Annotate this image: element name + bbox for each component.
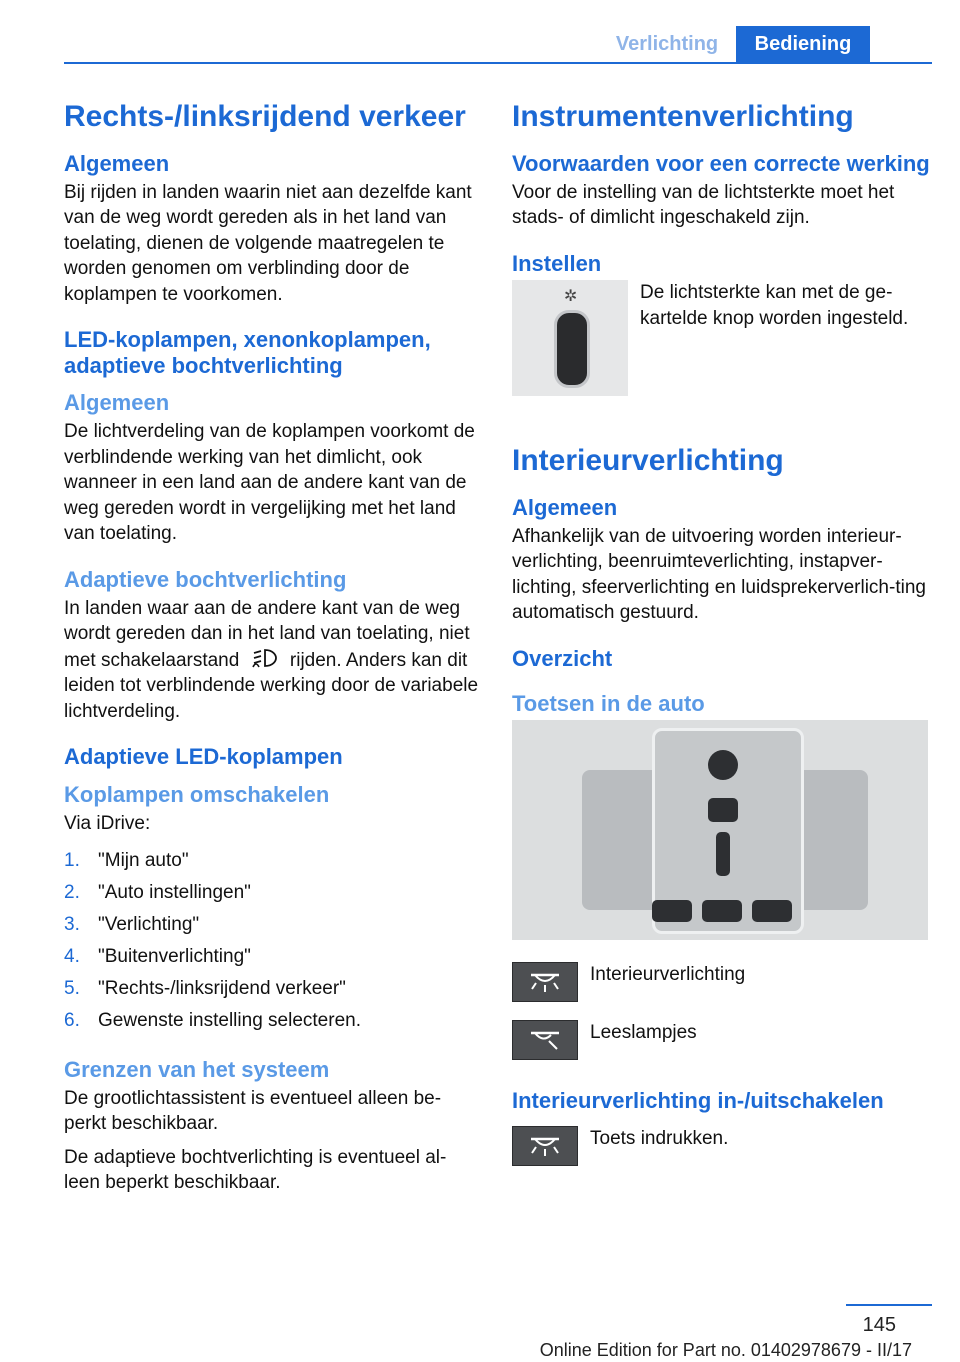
interior-lighting-title: Interieurverlichting <box>512 444 784 478</box>
interior-general-text: Afhankelijk van de uitvoering worden interieur-verlichting, beenruimteverlichting, instapver-lichting, sfeerverlichting en luidsprekerverlich-ting automatisch gestuurd. <box>512 525 926 624</box>
left-column <box>64 100 482 1216</box>
header-rule <box>64 62 932 64</box>
led-general-heading: Algemeen <box>64 389 170 415</box>
list-item: 6. Gewenste instelling selecteren. <box>64 1009 361 1031</box>
adaptive-text-before: In landen waar aan de andere kant van de weg wordt gereden dan in het land van toelating, niet met schakelaarstand <box>64 597 470 671</box>
header-section-tab: Verlichting <box>615 33 719 55</box>
roof-console-image <box>512 720 928 940</box>
console-bottom-button-3 <box>752 900 792 922</box>
list-item: 5. "Rechts-/linksrijdend verkeer" <box>64 977 346 999</box>
traffic-side-title: Rechts-/linksrijdend verkeer <box>64 100 466 133</box>
adaptive-led-heading: Adaptieve LED-koplampen <box>64 744 343 770</box>
page-number: 145 <box>862 1314 896 1336</box>
adaptive-text-after: rijden. Anders kan dit leiden tot verblindende werking door de variabele lichtverdeling. <box>64 649 479 722</box>
interior-general-heading: Algemeen <box>512 494 618 520</box>
buttons-heading: Toetsen in de auto <box>512 691 705 717</box>
set-text: De lichtsterkte kan met de ge-kartelde knop worden ingesteld. <box>640 282 909 329</box>
toggle-row <box>512 1126 930 1166</box>
list-item: 3. "Verlichting" <box>64 913 200 935</box>
interior-light-label: Interieurverlichting <box>590 964 746 986</box>
adaptive-cornering-text <box>64 596 482 725</box>
adaptive-cornering-heading: Adaptieve bochtverlichting <box>64 566 347 592</box>
header-chapter-tab: Bediening <box>736 26 870 62</box>
instrument-lighting-title: Instrumentenverlichting <box>512 100 854 133</box>
toggle-text: Toets indrukken. <box>590 1127 729 1149</box>
general-heading: Algemeen <box>64 150 170 176</box>
console-center-button <box>708 798 738 822</box>
headlight-switch-icon <box>245 647 285 667</box>
list-item: 1. "Mijn auto" <box>64 849 189 871</box>
overview-heading: Overzicht <box>512 645 613 671</box>
console-stack-buttons <box>716 832 730 876</box>
reading-light-label: Leeslampjes <box>590 1022 697 1044</box>
list-item: 4. "Buitenverlichting" <box>64 945 251 967</box>
brightness-knob-figure <box>512 280 930 396</box>
brightness-knob-image <box>512 280 628 396</box>
led-headlights-heading: LED-koplampen, xenonkoplampen, adaptieve bochtverlichting <box>64 327 431 378</box>
switch-headlights-heading: Koplampen omschakelen <box>64 781 330 807</box>
footer-rule <box>846 1304 932 1306</box>
idrive-steps <box>64 845 482 1037</box>
edition-note: Online Edition for Part no. 01402978679 - II/17 <box>539 1340 912 1360</box>
led-general-text: De lichtverdeling van de koplampen voorkomt de verblindende werking van het dimlicht, ook wanneer in een land aan de andere kant van de weg gereden wordt in vergelijking met het land van toelating. <box>64 421 475 545</box>
reading-light-row <box>512 1020 930 1060</box>
switch-intro: Via iDrive: <box>64 813 151 835</box>
console-bottom-button-1 <box>652 900 692 922</box>
right-column <box>512 100 930 1184</box>
toggle-interior-heading: Interieurverlichting in-/uitschakelen <box>512 1088 884 1114</box>
brightness-icon: ✲ <box>564 288 578 306</box>
system-limits-text-2: De adaptieve bochtverlichting is eventueel al-leen beperkt beschikbaar. <box>64 1146 447 1194</box>
conditions-heading: Voorwaarden voor een correcte werking <box>512 150 930 176</box>
set-heading: Instellen <box>512 250 602 276</box>
interior-light-row <box>512 962 930 1002</box>
interior-light-icon <box>512 962 578 1002</box>
console-bottom-button-2 <box>702 900 742 922</box>
knurled-knob <box>554 310 590 388</box>
system-limits-heading: Grenzen van het systeem <box>64 1056 330 1082</box>
reading-light-icon <box>512 1020 578 1060</box>
console-left-panel <box>582 770 660 910</box>
interior-light-icon <box>512 1126 578 1166</box>
list-item: 2. "Auto instellingen" <box>64 881 251 903</box>
conditions-text: Voor de instelling van de lichtsterkte moet het stads- of dimlicht ingeschakeld zijn. <box>512 181 895 229</box>
general-text: Bij rijden in landen waarin niet aan dezelfde kant van de weg wordt gereden als in het land van toelating, dienen de volgende maatregelen te worden genomen om verblinding door de koplampen te voorkomen. <box>64 181 472 305</box>
system-limits-text-1: De grootlichtassistent is eventueel alleen be-perkt beschikbaar. <box>64 1087 442 1135</box>
